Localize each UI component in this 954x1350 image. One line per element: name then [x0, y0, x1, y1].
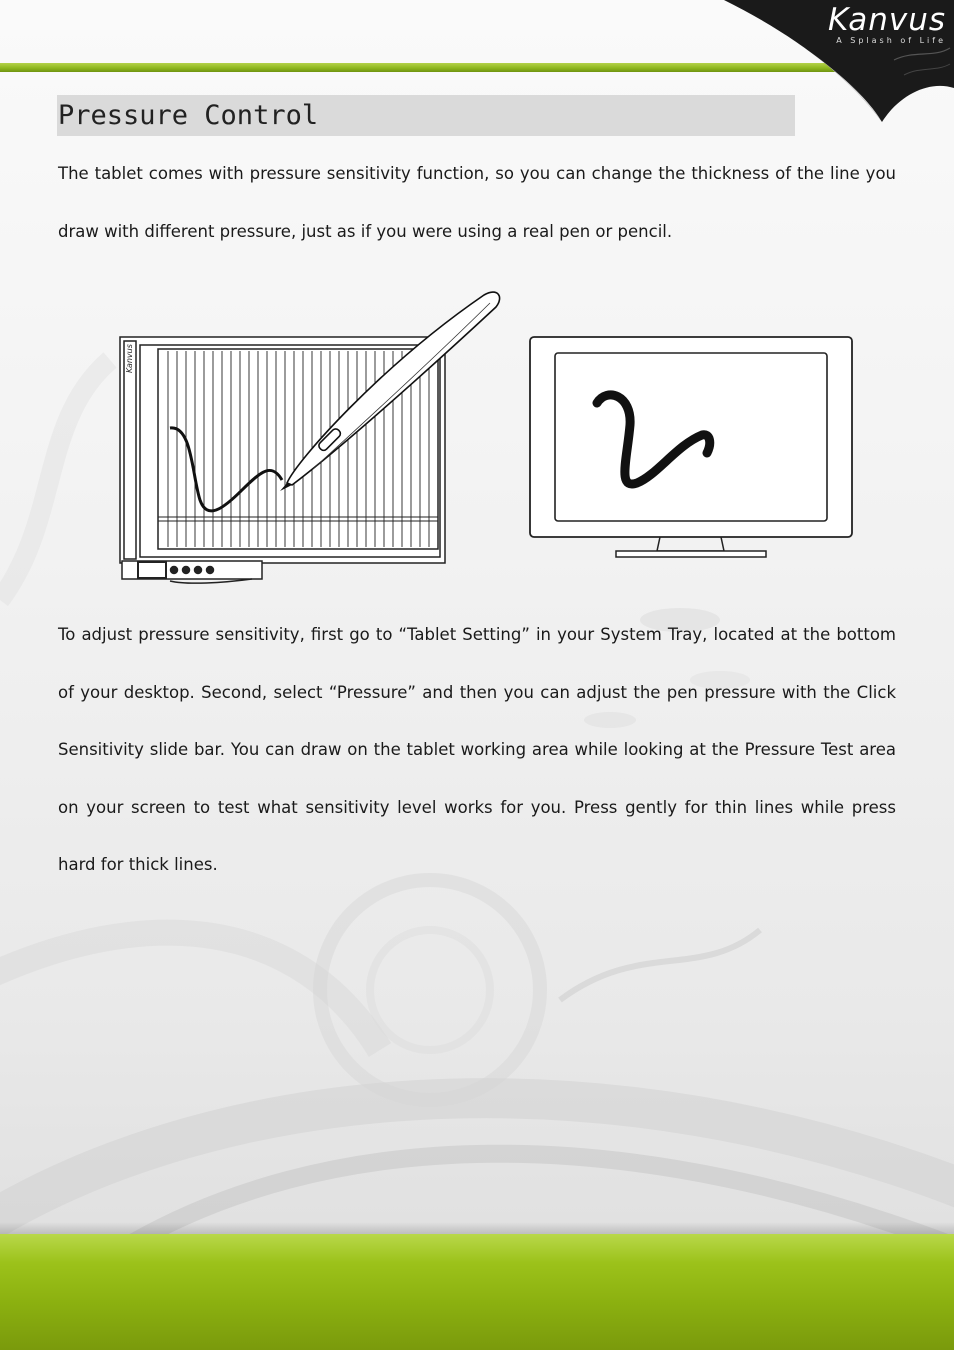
section-title-bar [57, 95, 795, 136]
footer-green-bar [0, 1234, 954, 1350]
brand-logo: Kanvus [827, 2, 946, 38]
tablet-and-monitor-illustration [112, 285, 862, 585]
section-title: Pressure Control [58, 100, 319, 131]
tablet-logo-text: Kanvus [125, 344, 134, 373]
monitor [530, 337, 852, 557]
intro-paragraph: The tablet comes with pressure sensitivity function, so you can change the thickness of the line you draw with different pressure, just as if you were using a real pen or pencil. [58, 164, 896, 241]
brand-tagline: A Splash of Life [836, 36, 946, 45]
instructions-paragraph: To adjust pressure sensitivity, first go to “Tablet Setting” in your System Tray, located at the bottom of your desktop. Second, select “Pressure” and then you can adjust the pen pressure with the Click Sensitivity slide bar. You can draw on the tablet working area while looking at the Pressure Test area on your screen to test what sensitivity level works for you. Press gently for thin lines while press hard for thick lines. [58, 625, 896, 875]
